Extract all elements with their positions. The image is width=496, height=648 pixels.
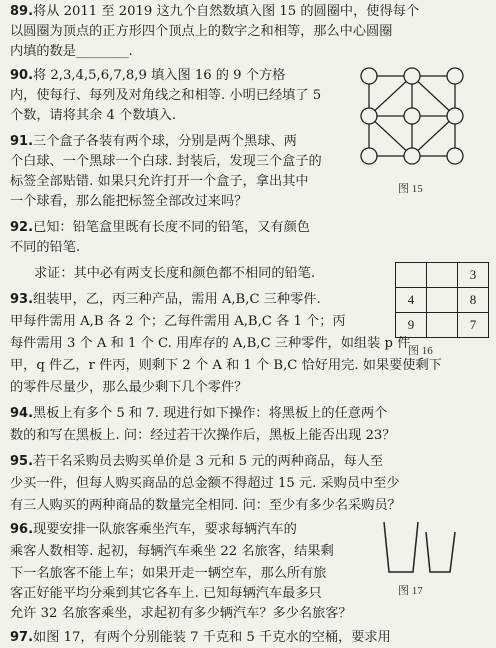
p90-line-3: 个数，请将其余 4 个数填入. <box>10 108 177 123</box>
p93-line-4: 甲，q 件乙，r 件丙，则剩下 2 个 A 和 1 个 B,C 恰好用完. 如果要使剩下 <box>10 358 442 373</box>
p90-line-2: 内，使每行、每列及对角线之和相等. 小明已经填了 5 <box>10 88 322 103</box>
p91-number: 91. <box>10 134 34 149</box>
p93-line-5: 的零件尽量少，那么最少剩下几个零件？ <box>10 380 248 395</box>
fig15-circle <box>447 108 463 124</box>
grid16-cell <box>427 288 458 313</box>
p95-number: 95. <box>10 454 34 469</box>
p89-line-3: 内填的数是________. <box>10 44 133 59</box>
p90-number: 90. <box>10 68 34 83</box>
p92-number: 92. <box>10 220 34 235</box>
grid16-cell <box>396 263 427 288</box>
figure-16-grid <box>395 262 489 338</box>
p92-line-2: 不同的铅笔. <box>10 240 81 255</box>
p93-line-2: 甲每件需用 A,B 各 2 个；乙每件需用 A,B,C 各 1 个；丙 <box>10 314 346 329</box>
figure-15-caption: 图 15 <box>398 183 423 195</box>
p96-line-5: 允许 32 名旅客乘坐，求起初有多少辆汽车？多少名旅客？ <box>10 606 352 621</box>
p94-number: 94. <box>10 406 34 421</box>
p96-line-4: 客正好能平均分乘到其它各车上. 已知每辆汽车最多只 <box>10 586 322 601</box>
grid16-cell: 9 <box>396 313 427 338</box>
figure-16-caption: 图 16 <box>408 345 433 357</box>
fig15-circle <box>404 68 420 84</box>
p91-line-2: 个白球、一个黑球一个白球. 封装后，发现三个盒子的 <box>10 154 322 169</box>
p91-line-4: 一个球看，那么能把标签全部改过来吗？ <box>10 194 248 209</box>
bucket-7kg-icon <box>384 522 418 572</box>
figure-17-caption: 图 17 <box>398 585 423 597</box>
p95-line-1: 95.若干名采购员去购买单价是 3 元和 5 元的两种商品，每人至 <box>10 454 384 469</box>
grid16-cell: 8 <box>458 288 489 313</box>
fig15-circle <box>361 148 377 164</box>
grid16-cell: 7 <box>458 313 489 338</box>
figure-17-buckets <box>380 518 462 576</box>
p92-line-1: 92.已知：铅笔盒里既有长度不同的铅笔，又有颜色 <box>10 220 310 235</box>
p91-line-3: 标签全部贴错. 如果只允许打开一个盒子，拿出其中 <box>10 174 309 189</box>
p97-line-1: 97.如图 17，有两个分别能装 7 千克和 5 千克水的空桶，要求用 <box>10 630 391 645</box>
p93-line-3: 每件需用 3 个 A 和 1 个 C. 用库存的 A,B,C 三种零件，如组装 p 件 <box>10 336 411 351</box>
p93-number: 93. <box>10 292 34 307</box>
p97-number: 97. <box>10 630 34 645</box>
p89-number: 89. <box>10 4 34 19</box>
grid16-cell <box>427 313 458 338</box>
fig15-circle <box>361 68 377 84</box>
grid16-cell: 3 <box>458 263 489 288</box>
fig15-circle <box>361 108 377 124</box>
figure-15-circle-grid <box>358 66 466 166</box>
p94-line-2: 数的和写在黑板上. 问：经过若干次操作后，黑板上能否出现 23？ <box>10 428 396 443</box>
p93-line-1: 93.组装甲，乙，丙三种产品，需用 A,B,C 三种零件. <box>10 292 321 307</box>
p96-number: 96. <box>10 522 34 537</box>
fig15-center-circle <box>404 108 420 124</box>
p96-line-2: 乘客人数相等. 起初，每辆汽车乘坐 22 名旅客，结果剩 <box>10 544 334 559</box>
bucket-5kg-icon <box>426 532 455 572</box>
fig15-circle <box>447 68 463 84</box>
p92-line-3: 求证：其中必有两支长度和颜色都不相同的铅笔. <box>34 266 316 281</box>
p91-line-1: 91.三个盒子各装有两个球，分别是两个黑球、两 <box>10 134 297 149</box>
p94-line-1: 94.黑板上有多个 5 和 7. 现进行如下操作：将黑板上的任意两个 <box>10 406 388 421</box>
grid16-cell <box>427 263 458 288</box>
p96-line-1: 96.现要安排一队旅客乘坐汽车，要求每辆汽车的 <box>10 522 297 537</box>
fig15-circle <box>404 148 420 164</box>
p95-line-3: 有三人购买的两种商品的数量完全相同. 问：至少有多少名采购员？ <box>10 498 401 513</box>
grid16-cell: 4 <box>396 288 427 313</box>
fig15-circle <box>447 148 463 164</box>
p89-line-2: 以圆圈为顶点的正方形四个顶点上的数字之和相等，那么中心圆圈 <box>10 24 393 39</box>
p89-line-1: 89.将从 2011 至 2019 这九个自然数填入图 15 的圆圈中，使得每个 <box>10 4 420 19</box>
p96-line-3: 下一名旅客不能上车；如果开走一辆空车，那么所有旅 <box>10 566 327 581</box>
p95-line-2: 少买一件，但每人购买商品的总金额不得超过 15 元. 采购员中至少 <box>10 476 400 491</box>
p90-line-1: 90.将 2,3,4,5,6,7,8,9 填入图 16 的 9 个方格 <box>10 68 286 83</box>
